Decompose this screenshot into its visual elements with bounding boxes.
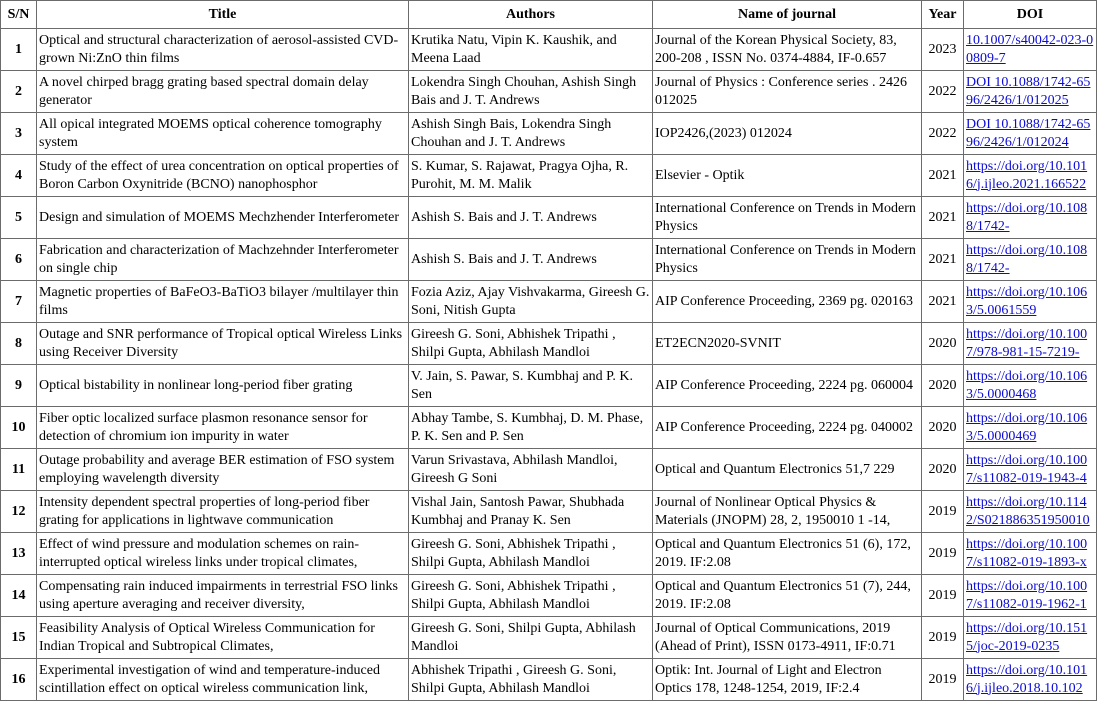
- cell-journal-text: Journal of the Korean Physical Society, 83, 200-208 , ISSN No. 0374-4884, IF-0.657: [655, 32, 897, 66]
- cell-year-text: 2019: [928, 503, 957, 519]
- table-row: [1, 113, 1097, 155]
- cell-journal: [653, 533, 922, 575]
- cell-year-text: 2020: [928, 419, 957, 435]
- cell-sn: [1, 533, 37, 575]
- cell-doi-text[interactable]: https://doi.org/10.1063/5.0000468: [966, 368, 1088, 402]
- table-row: [1, 29, 1097, 71]
- cell-title: [37, 113, 409, 155]
- table-row: [1, 575, 1097, 617]
- cell-doi: [964, 449, 1097, 491]
- cell-authors: [409, 197, 653, 239]
- cell-doi: [964, 281, 1097, 323]
- cell-year-text: 2019: [928, 671, 957, 687]
- cell-journal-text: Journal of Nonlinear Optical Physics & Materials (JNOPM) 28, 2, 1950010 1 -14,: [655, 494, 891, 528]
- cell-journal: [653, 197, 922, 239]
- cell-doi: [964, 113, 1097, 155]
- cell-title: [37, 575, 409, 617]
- cell-doi-text[interactable]: DOI 10.1088/1742-6596/2426/1/012025: [966, 74, 1091, 108]
- cell-sn-text: 5: [15, 209, 22, 225]
- cell-authors: [409, 407, 653, 449]
- cell-journal: [653, 659, 922, 701]
- cell-year: [922, 113, 964, 155]
- table-row: [1, 491, 1097, 533]
- cell-sn: [1, 71, 37, 113]
- cell-sn-text: 11: [11, 461, 26, 477]
- cell-sn: [1, 197, 37, 239]
- cell-doi-text[interactable]: https://doi.org/10.1007/s11082-019-1893-x: [966, 536, 1088, 570]
- cell-journal-text: ET2ECN2020-SVNIT: [655, 335, 781, 351]
- cell-journal-text: AIP Conference Proceeding, 2224 pg. 040002: [655, 419, 914, 435]
- cell-year: [922, 449, 964, 491]
- cell-year-text: 2022: [928, 125, 957, 141]
- table-row: [1, 533, 1097, 575]
- cell-authors: [409, 533, 653, 575]
- cell-authors: [409, 29, 653, 71]
- cell-year-text: 2019: [928, 587, 957, 603]
- cell-sn: [1, 491, 37, 533]
- cell-authors-text: V. Jain, S. Pawar, S. Kumbhaj and P. K. Sen: [411, 368, 634, 402]
- cell-year: [922, 239, 964, 281]
- cell-doi: [964, 575, 1097, 617]
- header-doi: DOI: [964, 1, 1097, 29]
- cell-doi: [964, 155, 1097, 197]
- cell-authors-text: Krutika Natu, Vipin K. Kaushik, and Meena Laad: [411, 32, 617, 66]
- cell-year-text: 2021: [928, 293, 957, 309]
- cell-title: [37, 281, 409, 323]
- cell-title: [37, 29, 409, 71]
- cell-doi: [964, 323, 1097, 365]
- cell-authors-text: Gireesh G. Soni, Abhishek Tripathi , Shilpi Gupta, Abhilash Mandloi: [411, 326, 616, 360]
- cell-doi-text[interactable]: https://doi.org/10.1088/1742-: [966, 200, 1088, 234]
- cell-title: [37, 365, 409, 407]
- cell-year: [922, 365, 964, 407]
- cell-authors: [409, 575, 653, 617]
- table-row: [1, 365, 1097, 407]
- cell-authors-text: S. Kumar, S. Rajawat, Pragya Ojha, R. Purohit, M. M. Malik: [411, 158, 629, 192]
- cell-year: [922, 323, 964, 365]
- table-row: [1, 281, 1097, 323]
- cell-title-text: All opical integrated MOEMS optical coherence tomography system: [39, 116, 382, 150]
- cell-title: [37, 449, 409, 491]
- cell-title: [37, 617, 409, 659]
- cell-journal-text: Elsevier - Optik: [655, 167, 745, 183]
- cell-year-text: 2021: [928, 209, 957, 225]
- cell-authors: [409, 155, 653, 197]
- cell-journal: [653, 29, 922, 71]
- cell-year: [922, 575, 964, 617]
- cell-sn-text: 10: [11, 419, 26, 435]
- cell-journal: [653, 323, 922, 365]
- cell-authors: [409, 491, 653, 533]
- table-row: [1, 239, 1097, 281]
- cell-sn: [1, 449, 37, 491]
- cell-year: [922, 617, 964, 659]
- cell-title-text: Fiber optic localized surface plasmon resonance sensor for detection of chromium ion impurity in water: [39, 410, 368, 444]
- cell-sn: [1, 659, 37, 701]
- header-authors: Authors: [409, 1, 653, 29]
- cell-title-text: Fabrication and characterization of Machzehnder Interferometer on single chip: [39, 242, 399, 276]
- cell-title-text: Magnetic properties of BaFeO3-BaTiO3 bilayer /multilayer thin films: [39, 284, 399, 318]
- cell-authors: [409, 659, 653, 701]
- cell-authors-text: Ashish S. Bais and J. T. Andrews: [411, 251, 597, 267]
- cell-sn: [1, 365, 37, 407]
- cell-title-text: Optical and structural characterization of aerosol-assisted CVD-grown Ni:ZnO thin films: [39, 32, 399, 66]
- cell-authors: [409, 113, 653, 155]
- cell-authors: [409, 365, 653, 407]
- cell-journal: [653, 575, 922, 617]
- cell-sn-text: 9: [15, 377, 22, 393]
- cell-sn-text: 12: [11, 503, 26, 519]
- cell-title: [37, 197, 409, 239]
- cell-doi: [964, 71, 1097, 113]
- cell-authors-text: Ashish S. Bais and J. T. Andrews: [411, 209, 597, 225]
- cell-doi: [964, 239, 1097, 281]
- cell-doi-text[interactable]: DOI 10.1088/1742-6596/2426/1/012024: [966, 116, 1091, 150]
- cell-journal: [653, 491, 922, 533]
- cell-journal: [653, 407, 922, 449]
- cell-doi-text[interactable]: https://doi.org/10.1016/j.ijleo.2021.166522: [966, 158, 1088, 192]
- cell-title-text: Outage and SNR performance of Tropical optical Wireless Links using Receiver Diversity: [39, 326, 403, 360]
- cell-sn-text: 2: [15, 83, 22, 99]
- cell-journal-text: Journal of Physics : Conference series . 2426 012025: [655, 74, 907, 108]
- cell-doi: [964, 491, 1097, 533]
- header-journal: Name of journal: [653, 1, 922, 29]
- cell-year-text: 2020: [928, 335, 957, 351]
- cell-sn: [1, 155, 37, 197]
- cell-sn-text: 7: [15, 293, 22, 309]
- cell-year-text: 2020: [928, 461, 957, 477]
- cell-doi: [964, 617, 1097, 659]
- cell-title-text: A novel chirped bragg grating based spectral domain delay generator: [39, 74, 369, 108]
- cell-authors: [409, 281, 653, 323]
- cell-sn: [1, 617, 37, 659]
- cell-sn-text: 3: [15, 125, 22, 141]
- cell-year-text: 2019: [928, 545, 957, 561]
- cell-title-text: Experimental investigation of wind and temperature-induced scintillation effect on optical wireless communication link,: [39, 662, 380, 696]
- table-header-row: [1, 1, 1097, 29]
- cell-journal: [653, 239, 922, 281]
- cell-authors: [409, 617, 653, 659]
- table-row: [1, 71, 1097, 113]
- cell-sn: [1, 113, 37, 155]
- cell-sn-text: 14: [11, 587, 26, 603]
- cell-journal-text: International Conference on Trends in Modern Physics: [655, 242, 916, 276]
- cell-journal: [653, 155, 922, 197]
- cell-authors: [409, 71, 653, 113]
- cell-title-text: Study of the effect of urea concentration on optical properties of Boron Carbon Oxynitride (BCNO) nanophosphor: [39, 158, 399, 192]
- cell-year: [922, 155, 964, 197]
- cell-journal-text: AIP Conference Proceeding, 2224 pg. 060004: [655, 377, 914, 393]
- header-year: Year: [922, 1, 964, 29]
- cell-sn-text: 8: [15, 335, 22, 351]
- cell-doi: [964, 29, 1097, 71]
- cell-journal: [653, 365, 922, 407]
- cell-authors-text: Gireesh G. Soni, Abhishek Tripathi , Shilpi Gupta, Abhilash Mandloi: [411, 536, 616, 570]
- cell-authors: [409, 323, 653, 365]
- table-row: [1, 659, 1097, 701]
- cell-title: [37, 659, 409, 701]
- cell-journal-text: Optical and Quantum Electronics 51,7 229: [655, 461, 895, 477]
- cell-journal-text: Optik: Int. Journal of Light and Electron Optics 178, 1248-1254, 2019, IF:2.4: [655, 662, 882, 696]
- cell-journal: [653, 281, 922, 323]
- cell-title: [37, 155, 409, 197]
- cell-title: [37, 323, 409, 365]
- cell-journal-text: Journal of Optical Communications, 2019 (Ahead of Print), ISSN 0173-4911, IF:0.71: [655, 620, 896, 654]
- cell-journal: [653, 113, 922, 155]
- cell-journal-text: Optical and Quantum Electronics 51 (7), 244, 2019. IF:2.08: [655, 578, 911, 612]
- cell-doi: [964, 365, 1097, 407]
- cell-sn: [1, 407, 37, 449]
- cell-doi: [964, 533, 1097, 575]
- cell-title: [37, 71, 409, 113]
- cell-title: [37, 407, 409, 449]
- cell-year: [922, 197, 964, 239]
- cell-authors-text: Abhay Tambe, S. Kumbhaj, D. M. Phase, P. K. Sen and P. Sen: [411, 410, 644, 444]
- cell-sn-text: 6: [15, 251, 22, 267]
- cell-sn-text: 15: [11, 629, 26, 645]
- cell-title-text: Effect of wind pressure and modulation schemes on rain-interrupted optical wireless links under tropical climates,: [39, 536, 360, 570]
- cell-authors-text: Gireesh G. Soni, Shilpi Gupta, Abhilash Mandloi: [411, 620, 636, 654]
- cell-sn: [1, 323, 37, 365]
- cell-doi-text[interactable]: https://doi.org/10.1142/S021886351950010: [966, 494, 1090, 528]
- cell-title: [37, 491, 409, 533]
- cell-year-text: 2020: [928, 377, 957, 393]
- cell-title-text: Feasibility Analysis of Optical Wireless Communication for Indian Tropical and Subtropical Climates,: [39, 620, 375, 654]
- cell-title-text: Outage probability and average BER estimation of FSO system employing wavelength diversity: [39, 452, 395, 486]
- cell-authors-text: Lokendra Singh Chouhan, Ashish Singh Bais and J. T. Andrews: [411, 74, 637, 108]
- cell-year: [922, 491, 964, 533]
- table-row: [1, 155, 1097, 197]
- cell-year-text: 2019: [928, 629, 957, 645]
- header-title: Title: [37, 1, 409, 29]
- table-row: [1, 197, 1097, 239]
- cell-authors: [409, 449, 653, 491]
- cell-journal: [653, 449, 922, 491]
- cell-journal-text: IOP2426,(2023) 012024: [655, 125, 792, 141]
- cell-journal-text: Optical and Quantum Electronics 51 (6), 172, 2019. IF:2.08: [655, 536, 911, 570]
- header-sn: S/N: [1, 1, 37, 29]
- cell-year-text: 2021: [928, 251, 957, 267]
- cell-doi-text[interactable]: https://doi.org/10.1007/s11082-019-1943-4: [966, 452, 1088, 486]
- cell-year: [922, 659, 964, 701]
- table-body: [1, 29, 1097, 701]
- cell-sn: [1, 239, 37, 281]
- cell-sn-text: 13: [11, 545, 26, 561]
- table-row: [1, 449, 1097, 491]
- cell-journal-text: International Conference on Trends in Modern Physics: [655, 200, 916, 234]
- cell-title-text: Design and simulation of MOEMS Mechzhender Interferometer: [39, 209, 400, 225]
- table-row: [1, 617, 1097, 659]
- cell-doi-text[interactable]: https://doi.org/10.1063/5.0000469: [966, 410, 1088, 444]
- cell-sn: [1, 575, 37, 617]
- table-row: [1, 407, 1097, 449]
- cell-year: [922, 71, 964, 113]
- cell-doi-text[interactable]: https://doi.org/10.1007/s11082-019-1962-1: [966, 578, 1088, 612]
- cell-sn: [1, 281, 37, 323]
- cell-authors: [409, 239, 653, 281]
- cell-authors-text: Vishal Jain, Santosh Pawar, Shubhada Kumbhaj and Pranay K. Sen: [411, 494, 625, 528]
- cell-year-text: 2023: [928, 41, 957, 57]
- cell-title: [37, 239, 409, 281]
- cell-year-text: 2021: [928, 167, 957, 183]
- cell-journal: [653, 71, 922, 113]
- cell-year: [922, 29, 964, 71]
- cell-year: [922, 407, 964, 449]
- cell-title-text: Compensating rain induced impairments in terrestrial FSO links using aperture averaging and receiver diversity,: [39, 578, 398, 612]
- cell-doi-text[interactable]: https://doi.org/10.1088/1742-: [966, 242, 1088, 276]
- cell-year: [922, 533, 964, 575]
- cell-doi: [964, 197, 1097, 239]
- cell-doi-text[interactable]: https://doi.org/10.1007/978-981-15-7219-: [966, 326, 1088, 360]
- cell-sn-text: 16: [11, 671, 26, 687]
- cell-journal-text: AIP Conference Proceeding, 2369 pg. 020163: [655, 293, 914, 309]
- cell-sn-text: 4: [15, 167, 22, 183]
- cell-doi-text[interactable]: https://doi.org/10.1063/5.0061559: [966, 284, 1088, 318]
- cell-doi: [964, 407, 1097, 449]
- cell-authors-text: Abhishek Tripathi , Gireesh G. Soni, Shilpi Gupta, Abhilash Mandloi: [411, 662, 617, 696]
- cell-authors-text: Gireesh G. Soni, Abhishek Tripathi , Shilpi Gupta, Abhilash Mandloi: [411, 578, 616, 612]
- cell-authors-text: Varun Srivastava, Abhilash Mandloi, Gireesh G Soni: [411, 452, 618, 486]
- cell-authors-text: Ashish Singh Bais, Lokendra Singh Chouhan and J. T. Andrews: [411, 116, 612, 150]
- cell-year: [922, 281, 964, 323]
- cell-doi-text[interactable]: 10.1007/s40042-023-00809-7: [966, 32, 1094, 66]
- cell-title-text: Intensity dependent spectral properties of long-period fiber grating for applications in lightwave communication: [39, 494, 370, 528]
- cell-title-text: Optical bistability in nonlinear long-period fiber grating: [39, 377, 353, 393]
- table-row: [1, 323, 1097, 365]
- cell-journal: [653, 617, 922, 659]
- cell-doi-text[interactable]: https://doi.org/10.1016/j.ijleo.2018.10.102: [966, 662, 1088, 696]
- cell-year-text: 2022: [928, 83, 957, 99]
- cell-doi-text[interactable]: https://doi.org/10.1515/joc-2019-0235: [966, 620, 1088, 654]
- cell-authors-text: Fozia Aziz, Ajay Vishvakarma, Gireesh G. Soni, Nitish Gupta: [411, 284, 650, 318]
- cell-sn: [1, 29, 37, 71]
- cell-sn-text: 1: [15, 41, 22, 57]
- cell-title: [37, 533, 409, 575]
- cell-doi: [964, 659, 1097, 701]
